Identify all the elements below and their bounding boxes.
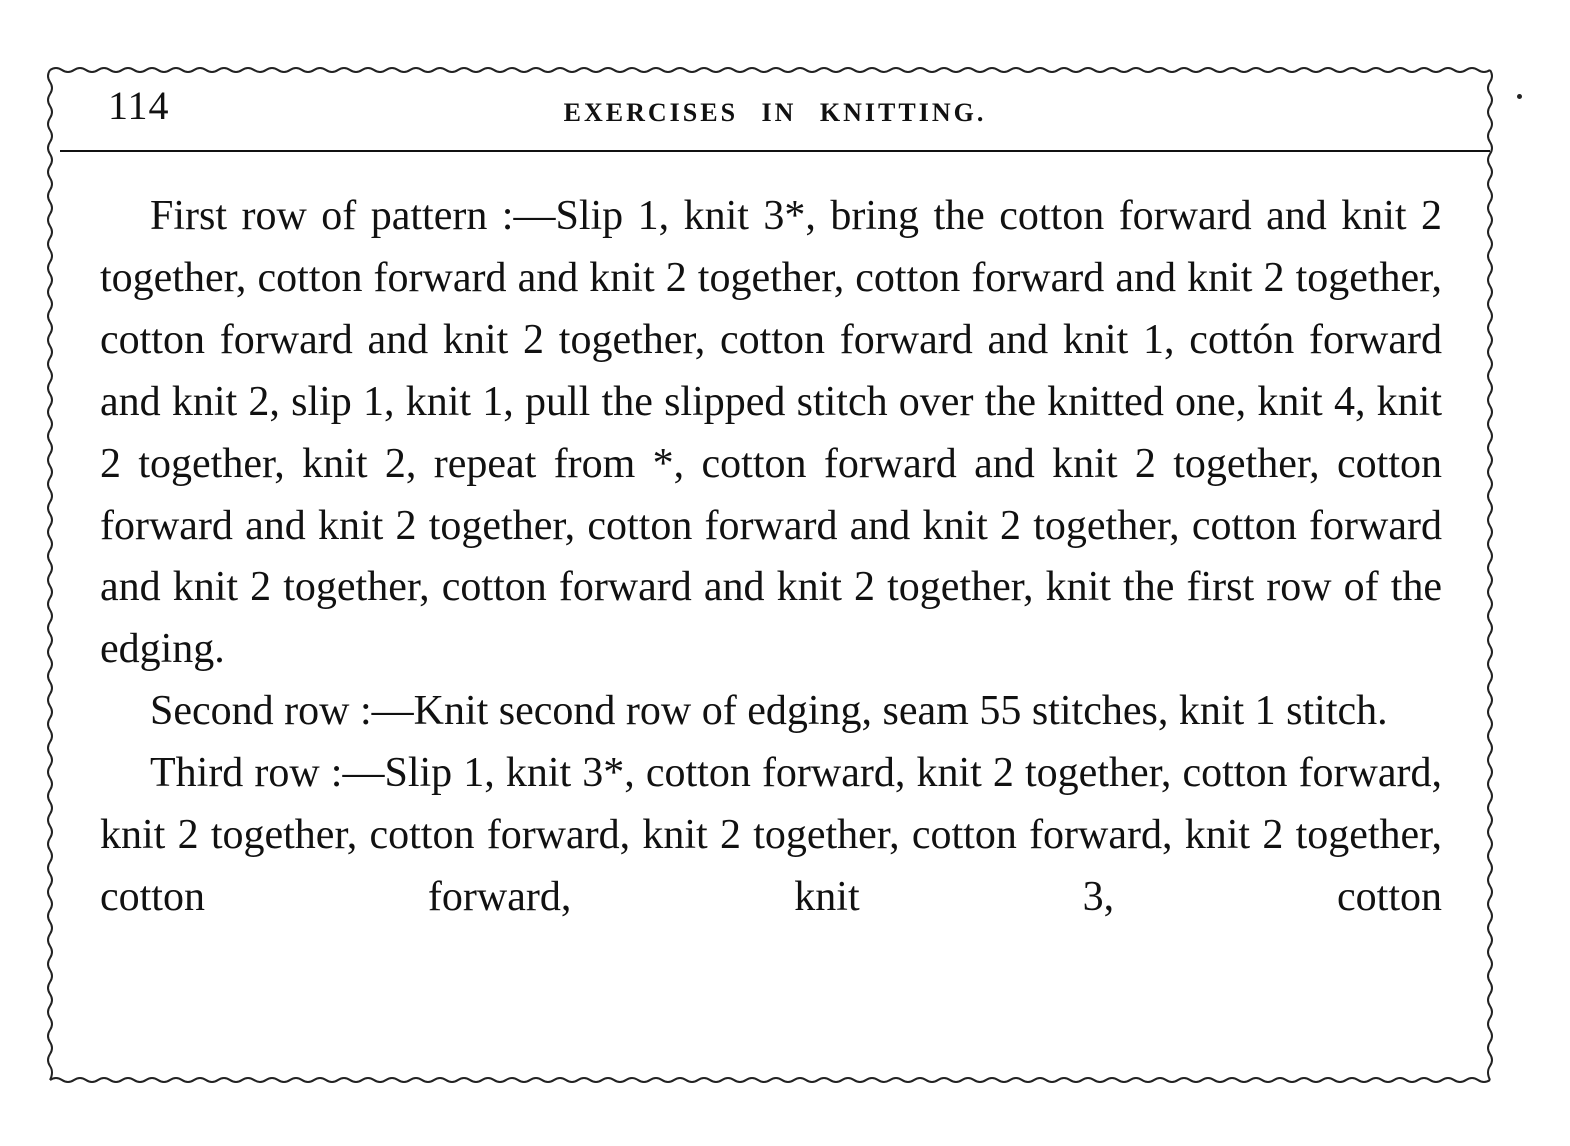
paragraph-second-row: Second row :—Knit second row of edging, seam 55 stitches, knit 1 stitch. xyxy=(150,688,1388,735)
page-header xyxy=(60,84,1490,150)
header-rule xyxy=(60,150,1490,152)
paragraph-first-row: First row of pattern :—Slip 1, knit 3*, bring the cotton forward and knit 2 together, cotton forward and knit 2 together, cotton forward and knit 2 together, cotton forward and knit 2 together, cotton forward and knit 1, cottón forward and knit 2, slip 1, knit 1, pull the slipped stitch over the knitted one, knit 4, knit 2 together, knit 2, repeat from *, cotton forward and knit 2 together, cotton forward and knit 2 together, cotton forward and knit 2 together, cotton forward and knit 2 together, cotton forward and knit 2 together, knit the first row of the edging. xyxy=(100,193,1442,673)
body-text xyxy=(100,186,1442,929)
running-head: EXERCISES IN KNITTING. xyxy=(563,98,987,127)
page-number: 114 xyxy=(108,83,170,128)
paragraph-third-row: Third row :—Slip 1, knit 3*, cotton forward, knit 2 together, cotton forward, knit 2 together, cotton forward, knit 2 together, cotton forward, knit 2 together, cotton forward, knit 3, cotton xyxy=(100,750,1442,920)
stray-ink-dot xyxy=(1517,94,1522,99)
